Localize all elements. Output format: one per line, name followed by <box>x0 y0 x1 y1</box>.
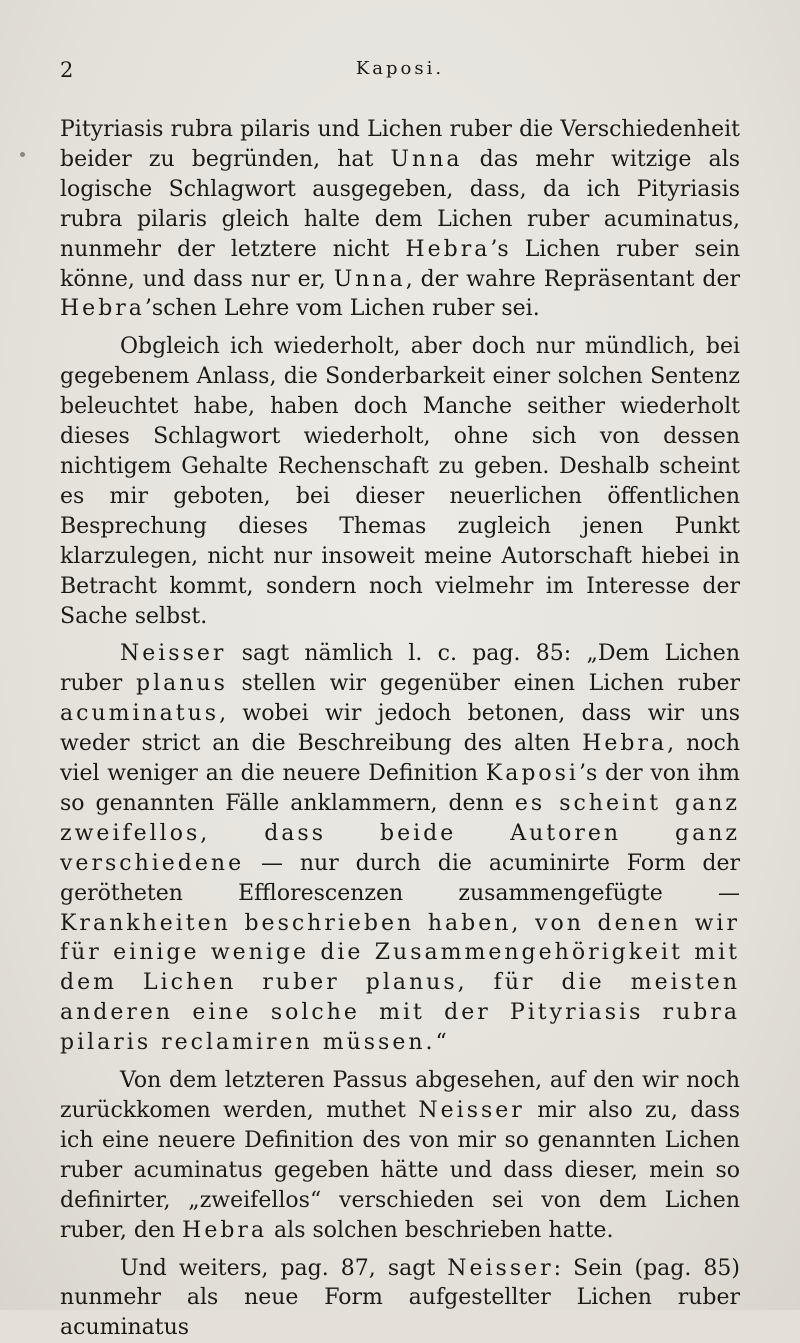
text-run: sagt nämlich l. c. pag. 85: „Dem Lichen ruber <box>60 641 740 697</box>
paragraph-4 <box>60 1066 740 1245</box>
text-run: Von dem letzteren Passus abgesehen, auf den wir noch zurückkomen werden, muthet <box>60 1068 740 1123</box>
author-name-spaced: Neisser <box>120 641 227 667</box>
text-run: ’s der von ihm so genannten Fälle anklammern, denn <box>60 761 740 816</box>
text-run: mir also zu, dass ich eine neuere Definition des von mir so genannten Lichen ruber acuminatus gegeben hätte und dass dieser, mein so definirter, „zweifellos“ verschieden sei von dem Lichen ruber, den <box>60 1098 740 1243</box>
text-run: “ <box>435 1030 447 1056</box>
emphasis-spaced: es scheint ganz zweifellos, dass beide Autoren ganz verschiedene <box>60 790 740 876</box>
text-run: ’schen Lehre vom Lichen ruber sei. <box>144 296 540 322</box>
author-name-spaced: Unna <box>390 146 463 172</box>
text-run: Und weiters, pag. 87, sagt <box>120 1255 448 1281</box>
page-number: 2 <box>60 58 74 82</box>
text-run: , wobei wir jedoch betonen, dass wir uns weder strict an die Beschreibung des alten <box>60 701 740 757</box>
text-run: , noch viel weniger an die neuere Definition <box>60 731 740 787</box>
running-title: Kaposi. <box>355 58 445 79</box>
emphasis-spaced: planus <box>136 671 228 697</box>
margin-speck <box>20 152 25 157</box>
text-run: das mehr witzige als logische Schlagwort ausgegeben, dass, da ich Pityriasis rubra pilaris gleich halte dem Lichen ruber acuminatus, nunmehr der letztere nicht <box>60 146 740 262</box>
paragraph-1 <box>60 115 740 324</box>
text-run: ’s Lichen ruber sein könne, und dass nur er, <box>60 236 740 292</box>
paragraph-2 <box>60 332 740 631</box>
emphasis-spaced: acuminatus <box>60 701 220 727</box>
text-run: : Sein (pag. 85) nunmehr als neue Form aufgestellter Lichen ruber acuminatus <box>60 1255 740 1341</box>
text-run: Pityriasis rubra pilaris und Lichen ruber die Verschiedenheit beider zu begründen, hat <box>60 117 740 172</box>
emphasis-spaced: Krankheiten beschrieben haben, von denen wir für einige wenige die Zusammengehörigkeit mit dem Lichen ruber planus, für die meisten anderen eine solche mit der Pityriasis rubra pilaris reclamiren müssen. <box>60 910 740 1056</box>
text-run: , der wahre Repräsentant der <box>405 266 740 292</box>
author-name-spaced: Unna <box>333 266 406 292</box>
author-name-spaced: Hebra <box>182 1217 268 1243</box>
text-run: stellen wir gegenüber einen Lichen ruber <box>227 671 740 697</box>
paragraph-3 <box>60 639 740 1058</box>
text-run: — nur durch die acuminirte Form der gerötheten Efflorescenzen zusammengefügte — <box>60 850 740 906</box>
author-name-spaced: Neisser <box>418 1098 525 1123</box>
author-name-spaced: Kaposi <box>485 761 579 787</box>
author-name-spaced: Hebra <box>405 236 491 262</box>
running-head <box>60 58 740 88</box>
author-name-spaced: Neisser <box>447 1255 554 1281</box>
author-name-spaced: Hebra <box>582 731 668 757</box>
paragraph-5 <box>60 1254 740 1343</box>
body-text <box>60 115 740 1343</box>
text-run: als solchen beschrieben hatte. <box>267 1217 614 1243</box>
author-name-spaced: Hebra <box>60 296 145 322</box>
text-run: Obgleich ich wiederholt, aber doch nur mündlich, bei gegebenem Anlass, die Sonderbarkeit einer solchen Sentenz beleuchtet habe, haben doch Manche seither wiederholt dieses Schlagwort wiederholt, ohne sich von dessen nichtigem Gehalte Rechenschaft zu geben. Deshalb scheint es mir geboten, bei dieser neuerlichen öffentlichen Besprechung dieses Themas zugleich jenen Punkt klarzulegen, nicht nur insoweit meine Autorschaft hiebei in Betracht kommt, sondern noch vielmehr im Interesse der Sache selbst. <box>60 334 740 629</box>
